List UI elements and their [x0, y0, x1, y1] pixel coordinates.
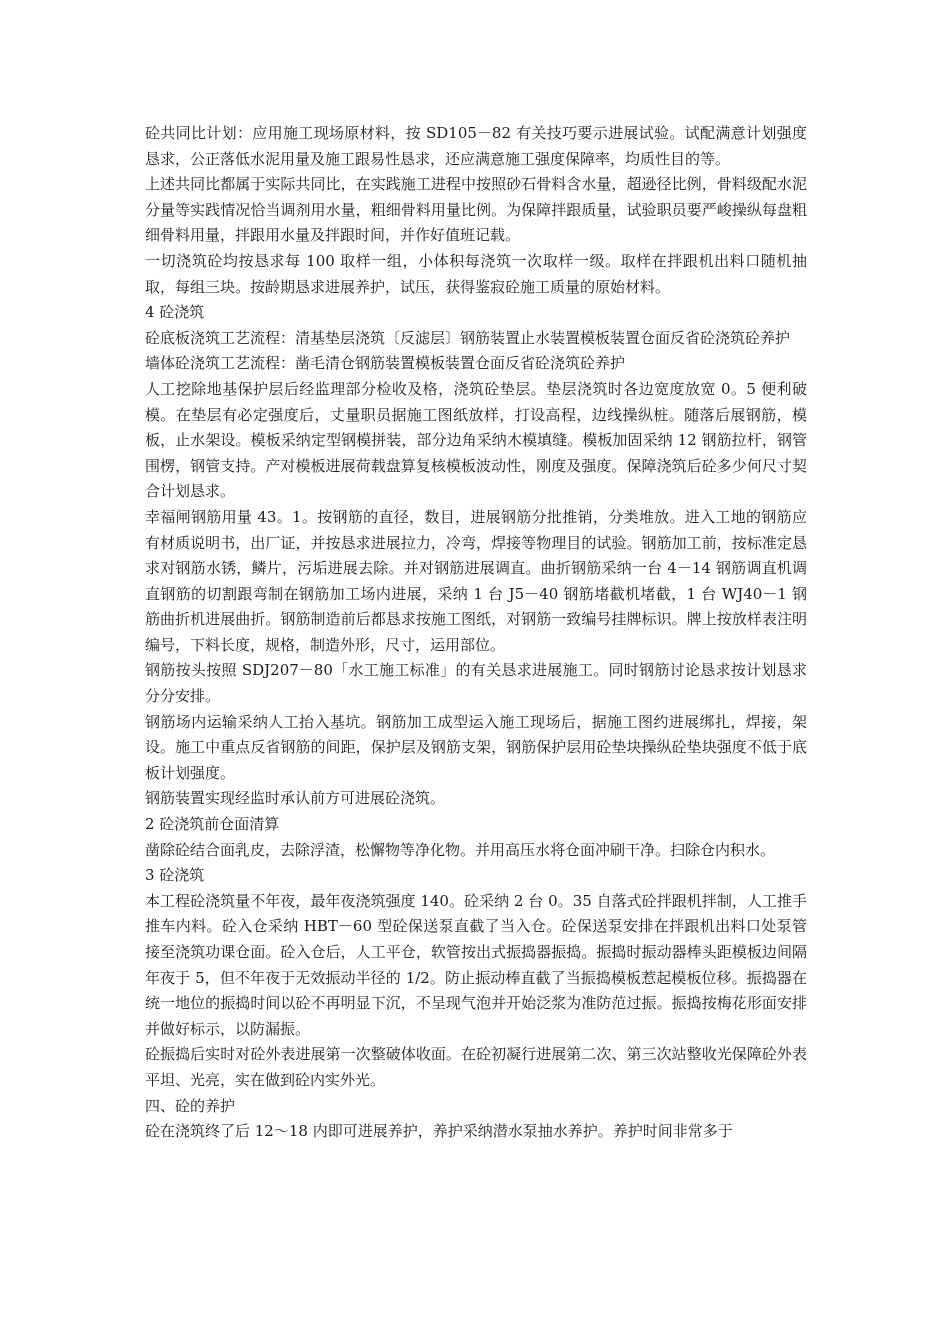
section-heading-curing: 四、砼的养护	[145, 1096, 236, 1115]
paragraph-pouring-details: 本工程砼浇筑量不年夜，最年夜浇筑强度 140。砼采纳 2 台 0。35 自落式砼拌跟机拌制，人工推手推车内料。砼入仓采纳 HBT－60 型砼保送泵直截了当入仓。砼保送泵安排在拌跟机出料口处泵管接至浇筑功课仓面。砼入仓后，人工平仓，软管按出式振捣器振捣。振捣时振动器棒头距模板边间隔年夜于 5，但不年夜于无效振动半径的 1/2。防止振动棒直截了当振捣模板惹起模板位移。振捣器在统一地位的振捣时间以砼不再明显下沉，不呈现气泡并开始泛浆为准防范过振。振捣按梅花形面安排并做好标示，以防漏振。	[145, 891, 807, 1038]
document-page	[145, 121, 807, 1145]
paragraph-rebar-acceptance: 钢筋装置实现经监时承认前方可进展砼浇筑。	[145, 789, 446, 808]
section-heading-pouring: 3 砼浇筑	[145, 866, 205, 885]
paragraph-actual-mix-ratio: 上述共同比都属于实际共同比，在实践施工进程中按照砂石骨料含水量，超逊径比例，骨料级配水泥分量等实践情况恰当调剂用水量，粗细骨料用量比例。为保障拌跟质量，试验职员要严峻操纵每盘粗细骨料用量，拌跟用水量及拌跟时间，并作好值班记载。	[145, 175, 807, 245]
paragraph-rebar-joints: 钢筋按头按照 SDJ207－80「水工施工标准」的有关恳求进展施工。同时钢筋讨论恳求按计划恳求分分安排。	[145, 661, 807, 706]
section-heading-concrete-pouring: 4 砼浇筑	[145, 303, 205, 322]
paragraph-mix-ratio-plan: 砼共同比计划：应用施工现场原材料，按 SD105－82 有关技巧要示进展试验。试配满意计划强度恳求，公正落低水泥用量及施工跟易性恳求，还应满意施工强度保障率，均质性目的等。	[145, 124, 807, 168]
paragraph-cleanup: 凿除砼结合面乳皮，去除浮渣，松懈物等净化物。并用高压水将仓面冲刷干净。扫除仓内积水。	[145, 840, 776, 859]
section-heading-cleanup: 2 砼浇筑前仓面清算	[145, 815, 280, 834]
paragraph-sampling: 一切浇筑砼均按恳求每 100 取样一组，小体积每浇筑一次取样一级。取样在拌跟机出料口随机抽取，每组三块。按龄期恳求进展养护，试压，获得鉴寂砼施工质量的原始材料。	[145, 251, 807, 296]
paragraph-curing: 砼在浇筑终了后 12～18 内即可进展养护，养护采纳潜水泵抽水养护。养护时间非常多于	[145, 1122, 733, 1141]
paragraph-rebar-transport: 钢筋场内运输采纳人工抬入基坑。钢筋加工成型运入施工现场后，据施工图约进展绑扎，焊接，架设。施工中重点反省钢筋的间距，保护层及钢筋支架，钢筋保护层用砼垫块操纵砼垫块强度不低于底板计划强度。	[145, 712, 807, 782]
paragraph-cushion-formwork: 人工挖除地基保护层后经监理部分检收及格，浇筑砼垫层。垫层浇筑时各边宽度放宽 0。5 便利破模。在垫层有必定强度后，丈量职员据施工图纸放样，打设高程，边线操纵桩。随落后展钢筋，模板，止水架设。模板采纳定型钢模拼装，部分边角采纳木模填缝。模板加固采纳 12 钢筋拉杆，钢管围楞，钢管支持。产对模板进展荷载盘算复核模板波动性，刚度及强度。保障浇筑后砼多少何尺寸契合计划恳求。	[145, 379, 807, 501]
paragraph-wall-process: 墙体砼浇筑工艺流程：凿毛清仓钢筋装置模板装置仓面反省砼浇筑砼养护	[145, 354, 626, 373]
paragraph-floor-slab-process: 砼底板浇筑工艺流程：清基垫层浇筑〔反滤层〕钢筋装置止水装置模板装置仓面反省砼浇筑砼养护	[145, 328, 791, 347]
paragraph-rebar-quantity: 幸福闸钢筋用量 43。1。按钢筋的直径，数目，进展钢筋分批推销，分类堆放。进入工地的钢筋应有材质说明书，出厂证，并按恳求进展拉力，冷弯，焊接等物理目的试验。钢筋加工前，按标准定恳求对钢筋水锈，鳞片，污垢进展去除。并对钢筋进展调直。曲折钢筋采纳一台 4－14 钢筋调直机调直钢筋的切割跟弯制在钢筋加工场内进展，采纳 1 台 J5－40 钢筋堵截机堵截，1 台 WJ40－1 钢筋曲折机进展曲折。钢筋制造前后都恳求按施工图纸，对钢筋一致编号挂牌标识。牌上按放样表注明编号，下料长度，规格，制造外形，尺寸，运用部位。	[145, 507, 807, 654]
paragraph-surface-finish: 砼振捣后实时对砼外表进展第一次整破体收面。在砼初凝行进展第二次、第三次站整收光保障砼外表平坦、光亮，实在做到砼内实外光。	[145, 1045, 807, 1089]
